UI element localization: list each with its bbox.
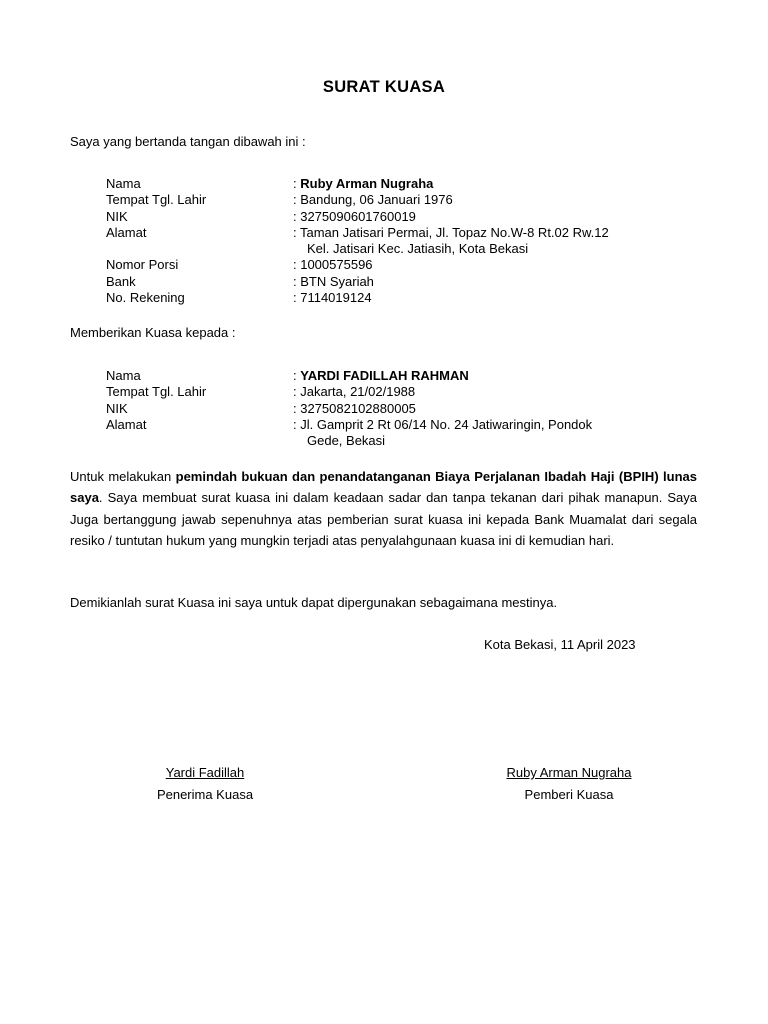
field-value-multiline — [293, 417, 673, 450]
field-value: : 3275082102880005 — [293, 400, 416, 416]
grantor-row-porsi — [106, 257, 673, 273]
field-value: : Jakarta, 21/02/1988 — [293, 384, 416, 400]
grantor-row-address — [106, 225, 673, 258]
grantee-row-address — [106, 417, 673, 450]
field-value: : 3275090601760019 — [293, 208, 416, 224]
field-label: Tempat Tgl. Lahir — [106, 384, 207, 400]
grantor-details — [106, 176, 673, 306]
field-value: : 1000575596 — [293, 257, 373, 273]
field-label: No. Rekening — [106, 290, 185, 306]
field-label: Alamat — [106, 224, 147, 240]
field-value: : BTN Syariah — [293, 273, 374, 289]
field-value: : Bandung, 06 Januari 1976 — [293, 192, 453, 208]
field-value: : 7114019124 — [293, 290, 372, 306]
field-value: : YARDI FADILLAH RAHMAN — [293, 368, 469, 383]
grantor-row-birth — [106, 192, 673, 208]
place-date: Kota Bekasi, 11 April 2023 — [484, 637, 636, 652]
body-paragraph — [70, 466, 697, 551]
grantor-row-name — [106, 176, 673, 192]
signatory-role: Pemberi Kuasa — [524, 786, 614, 802]
field-label: Nama — [106, 368, 141, 383]
field-value-multiline — [293, 225, 673, 258]
field-label: Bank — [106, 273, 136, 289]
signature-block-grantor — [459, 762, 679, 805]
field-value: : Taman Jatisari Permai, Jl. Topaz No.W-8 Rt.02 Rw.12 — [293, 224, 609, 240]
field-label: NIK — [106, 400, 128, 416]
body-text-bold: pemindah bukuan dan penandatanganan Biaya Perjalanan Ibadah Haji (BPIH) lunas saya — [70, 469, 697, 506]
signatory-name: Yardi Fadillah — [165, 765, 245, 780]
field-label: Nomor Porsi — [106, 257, 179, 273]
grantor-row-nik — [106, 209, 673, 225]
grantee-row-nik — [106, 401, 673, 417]
field-value: : Ruby Arman Nugraha — [293, 176, 434, 191]
grantee-row-name — [106, 368, 673, 384]
body-text-part: Untuk melakukan — [70, 469, 176, 484]
closing-statement: Demikianlah surat Kuasa ini saya untuk dapat dipergunakan sebagaimana mestinya. — [70, 595, 558, 610]
intro-text: Saya yang bertanda tangan dibawah ini : — [70, 134, 306, 149]
field-label: Alamat — [106, 416, 147, 432]
grantor-row-bank — [106, 274, 673, 290]
field-value: : Jl. Gamprit 2 Rt 06/14 No. 24 Jatiwaringin, Pondok — [293, 416, 593, 432]
grantee-intro-text: Memberikan Kuasa kepada : — [70, 325, 236, 340]
grantee-row-birth — [106, 384, 673, 400]
field-label: Tempat Tgl. Lahir — [106, 192, 207, 208]
field-value-continuation: Kel. Jatisari Kec. Jatiasih, Kota Bekasi — [307, 241, 529, 257]
grantor-row-account — [106, 290, 673, 306]
signatory-role: Penerima Kuasa — [156, 786, 254, 802]
field-value-continuation: Gede, Bekasi — [307, 433, 386, 449]
signatory-name: Ruby Arman Nugraha — [506, 765, 632, 780]
grantee-details — [106, 368, 673, 449]
body-text-part: . Saya membuat surat kuasa ini dalam keadaan sadar dan tanpa tekanan dari pihak manapun. Saya Juga bertanggung jawab sepenuhnya atas pemberian surat kuasa ini kepada Bank Muamalat dari segala resiko / tuntutan hukum yang mungkin terjadi atas penyalahgunaan kuasa ini di kemudian hari. — [70, 490, 697, 548]
document-title: SURAT KUASA — [322, 78, 446, 96]
field-label: Nama — [106, 176, 141, 191]
field-label: NIK — [106, 208, 128, 224]
signature-block-grantee — [95, 762, 315, 805]
